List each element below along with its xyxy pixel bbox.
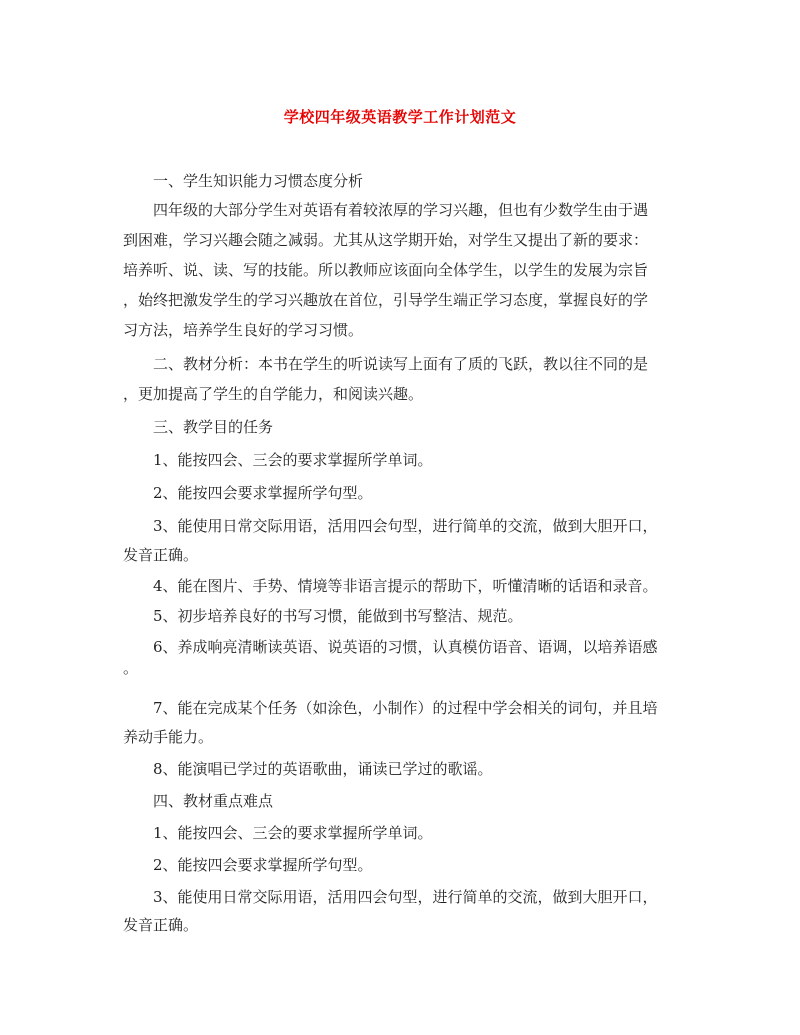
- text-line: 二、教材分析：本书在学生的听说读写上面有了质的飞跃，教以往不同的是: [123, 355, 649, 373]
- text-line: 5、初步培养良好的书写习惯，能做到书写整洁、规范。: [123, 607, 523, 625]
- text-line: 1、能按四会、三会的要求掌握所学单词。: [123, 451, 433, 469]
- text-line: 养动手能力。: [123, 728, 214, 746]
- text-line: 6、养成响亮清晰读英语、说英语的习惯，认真模仿语音、语调，以培养语感: [123, 638, 658, 656]
- text-line: ，更加提高了学生的自学能力，和阅读兴趣。: [123, 385, 424, 403]
- text-line: 2、能按四会要求掌握所学句型。: [123, 484, 373, 502]
- text-line: 一、学生知识能力习惯态度分析: [123, 172, 364, 190]
- text-line: 到困难，学习兴趣会随之减弱。尤其从这学期开始，对学生又提出了新的要求：: [123, 231, 649, 249]
- text-line: 四、教材重点难点: [123, 792, 274, 810]
- text-line: 三、教学目的任务: [123, 418, 274, 436]
- text-line: 2、能按四会要求掌握所学句型。: [123, 856, 373, 874]
- text-line: 4、能在图片、手势、情境等非语言提示的帮助下，听懂清晰的话语和录音。: [123, 577, 658, 595]
- text-line: 7、能在完成某个任务（如涂色，小制作）的过程中学会相关的词句，并且培: [123, 699, 658, 717]
- text-line: 发音正确。: [123, 546, 199, 564]
- text-line: 8、能演唱已学过的英语歌曲，诵读已学过的歌谣。: [123, 760, 493, 778]
- text-line: 发音正确。: [123, 916, 199, 934]
- text-line: ，始终把激发学生的学习兴趣放在首位，引导学生端正学习态度，掌握良好的学: [123, 291, 649, 309]
- text-line: 四年级的大部分学生对英语有着较浓厚的学习兴趣，但也有少数学生由于遇: [123, 201, 649, 219]
- document-title: 学校四年级英语教学工作计划范文: [283, 108, 517, 126]
- text-line: 培养听、说、读、写的技能。所以教师应该面向全体学生，以学生的发展为宗旨: [123, 261, 649, 279]
- text-line: 3、能使用日常交际用语，活用四会句型，进行简单的交流，做到大胆开口，: [123, 517, 658, 535]
- text-line: 习方法，培养学生良好的学习习惯。: [123, 321, 364, 339]
- text-line: 。: [123, 659, 139, 677]
- text-line: 3、能使用日常交际用语，活用四会句型，进行简单的交流，做到大胆开口，: [123, 888, 658, 906]
- text-line: 1、能按四会、三会的要求掌握所学单词。: [123, 824, 433, 842]
